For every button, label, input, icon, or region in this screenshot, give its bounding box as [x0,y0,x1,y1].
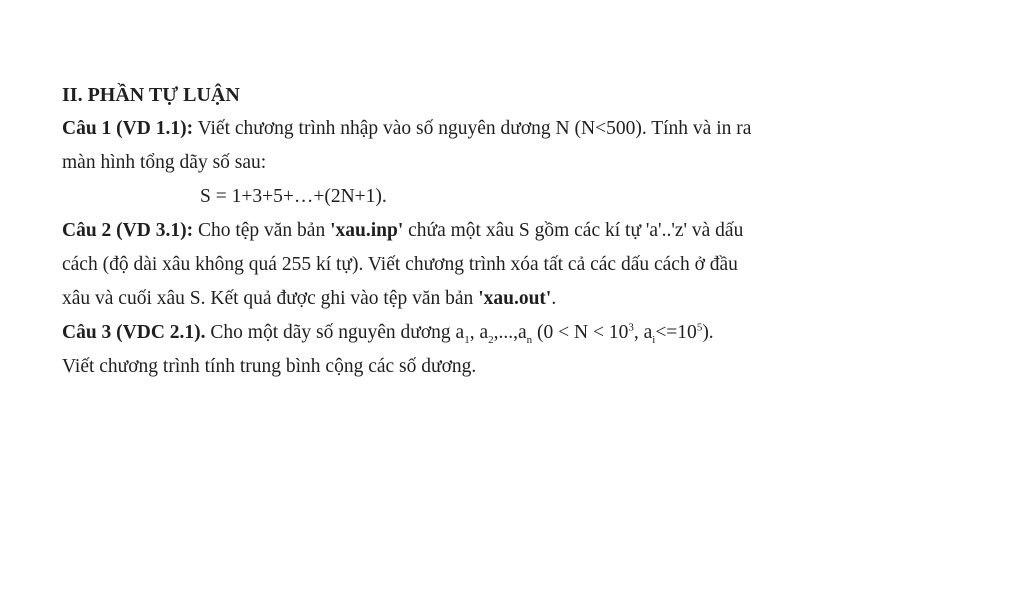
question-2-line-1 [62,214,962,248]
superscript-5: 5 [696,321,703,334]
question-3-line-1 [62,316,962,350]
question-3-line-2: Viết chương trình tính trung bình cộng các số dương. [62,356,477,377]
subscript-1: 1 [464,333,470,346]
document-page [62,78,962,384]
question-1-label: Câu 1 (VD 1.1): [62,118,194,139]
question-2-period: . [551,288,557,309]
question-1-formula: S = 1+3+5+…+(2N+1). [200,186,387,207]
question-3-sep-2: ,...,a [493,322,527,343]
subscript-2: 2 [488,333,494,346]
superscript-3: 3 [628,321,634,334]
question-3-sep-1: , a [469,322,489,343]
question-2-line-2: cách (độ dài xâu không quá 255 kí tự). Viết chương trình xóa tất cả các dấu cách ở đầu [62,254,738,275]
question-2-text-c: xâu và cuối xâu S. Kết quả được ghi vào tệp văn bản [62,288,479,309]
subscript-n: n [526,333,533,346]
input-filename: 'xau.inp' [330,220,404,241]
question-3-cond-a: (0 < N < 10 [532,322,629,343]
question-3-text-a: Cho một dãy số nguyên dương a [205,322,465,343]
question-2-line-3 [62,282,962,316]
section-title: II. PHẦN TỰ LUẬN [62,84,240,106]
question-1-line-1 [62,112,962,146]
question-2-text-a: Cho tệp văn bản [193,220,331,241]
output-filename: 'xau.out' [478,288,552,309]
question-3-label: Câu 3 (VDC 2.1). [62,322,206,343]
question-1-text: Viết chương trình nhập vào số nguyên dương N (N<500). Tính và in ra [193,118,752,139]
question-3-cond-d: ). [702,322,714,343]
question-3-cond-c: <=10 [655,322,697,343]
question-2-label: Câu 2 (VD 3.1): [62,220,194,241]
question-3-cond-b: , a [633,322,653,343]
question-1-line-2: màn hình tổng dãy số sau: [62,152,267,173]
question-2-text-b: chứa một xâu S gồm các kí tự 'a'..'z' và dấu [403,220,744,241]
subscript-i: i [652,333,656,346]
